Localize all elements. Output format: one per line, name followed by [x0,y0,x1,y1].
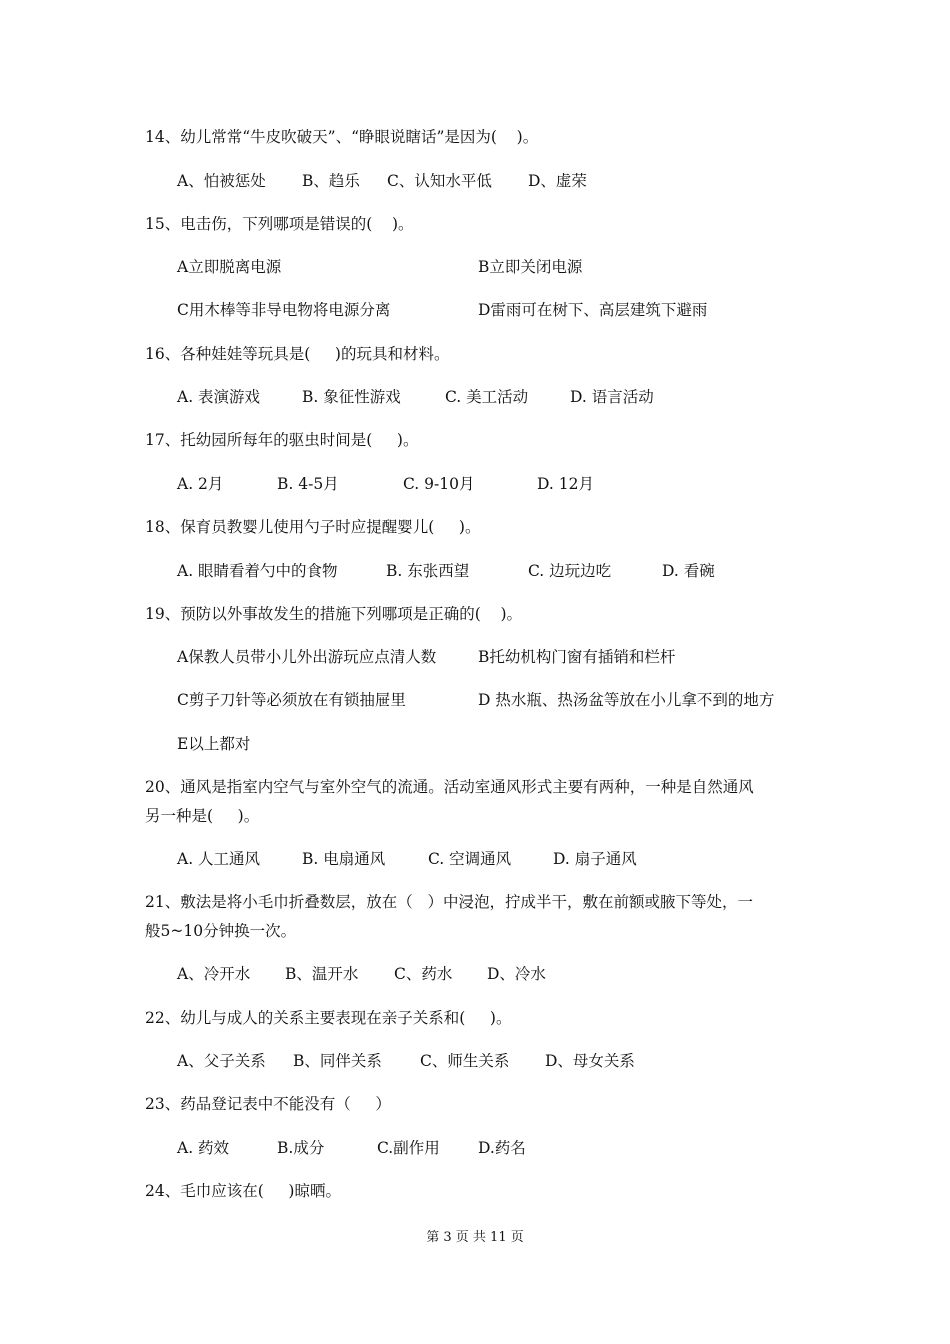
question-19-option-b: B托幼机构门窗有插销和栏杆 [478,648,676,666]
question-21-option-c: C、药水 [394,965,453,983]
page-number-text: 第 3 页 共 11 页 [426,1230,524,1245]
question-22-option-b: B、同伴关系 [293,1052,382,1070]
question-23-option-a: A. 药效 [177,1139,230,1157]
question-15-option-c: C用木棒等非导电物将电源分离 [177,301,391,319]
question-20-option-b: B. 电扇通风 [302,850,386,868]
question-17-option-a: A. 2月 [177,475,224,493]
question-14-option-b: B、趋乐 [302,172,360,190]
question-19-option-d: D 热水瓶、热汤盆等放在小儿拿不到的地方 [478,691,775,709]
question-17-option-d: D. 12月 [537,475,594,493]
question-18-option-a: A. 眼睛看着勺中的食物 [177,562,338,580]
question-20-option-a: A. 人工通风 [177,850,261,868]
question-16-option-d: D. 语言活动 [570,388,654,406]
question-15-option-b: B立即关闭电源 [478,258,583,276]
question-18-option-d: D. 看碗 [662,562,715,580]
question-16-stem: 16、各种娃娃等玩具是( )的玩具和材料。 [145,345,450,363]
question-18-stem: 18、保育员教婴儿使用勺子时应提醒婴儿( )。 [145,518,481,536]
question-23-option-d: D.药名 [478,1139,526,1157]
question-20-option-d: D. 扇子通风 [553,850,637,868]
question-19-stem: 19、预防以外事故发生的措施下列哪项是正确的( )。 [145,605,523,623]
question-21-stem-line-1: 21、敷法是将小毛巾折叠数层，放在（ ）中浸泡，拧成半干，敷在前额或腋下等处，一 [145,893,754,911]
question-20-stem-line-2: 另一种是( )。 [145,807,260,825]
question-19-option-a: A保教人员带小儿外出游玩应点清人数 [177,648,437,666]
question-21-stem-line-2: 般5~10分钟换一次。 [145,922,297,940]
question-18-option-b: B. 东张西望 [386,562,470,580]
question-17-stem: 17、托幼园所每年的驱虫时间是( )。 [145,431,419,449]
question-14-option-c: C、认知水平低 [387,172,492,190]
question-19-option-e: E以上都对 [177,735,251,753]
question-22-option-a: A、父子关系 [177,1052,266,1070]
question-22-stem: 22、幼儿与成人的关系主要表现在亲子关系和( )。 [145,1009,512,1027]
question-14-option-a: A、怕被惩处 [177,172,266,190]
question-14-option-d: D、虚荣 [528,172,587,190]
question-22-option-c: C、师生关系 [420,1052,510,1070]
question-15-option-a: A立即脱离电源 [177,258,282,276]
question-21-option-b: B、温开水 [285,965,359,983]
page-footer [0,1229,950,1247]
question-15-option-d: D雷雨可在树下、高层建筑下避雨 [478,301,708,319]
question-24-stem: 24、毛巾应该在( )晾晒。 [145,1182,341,1200]
question-23-option-b: B.成分 [277,1139,325,1157]
question-17-option-b: B. 4-5月 [277,475,339,493]
question-21-option-d: D、冷水 [487,965,546,983]
question-18-option-c: C. 边玩边吃 [528,562,612,580]
question-20-stem-line-1: 20、通风是指室内空气与室外空气的流通。活动室通风形式主要有两种，一种是自然通风 [145,778,754,796]
question-19-option-c: C剪子刀针等必须放在有锁抽屉里 [177,691,406,709]
question-20-option-c: C. 空调通风 [428,850,512,868]
question-15-stem: 15、电击伤，下列哪项是错误的( )。 [145,215,414,233]
question-14-stem: 14、幼儿常常“牛皮吹破天”、“睁眼说瞎话”是因为( )。 [145,128,539,146]
question-17-option-c: C. 9-10月 [403,475,475,493]
question-23-stem: 23、药品登记表中不能没有（ ） [145,1095,391,1113]
question-21-option-a: A、冷开水 [177,965,251,983]
question-16-option-c: C. 美工活动 [445,388,529,406]
question-22-option-d: D、母女关系 [545,1052,635,1070]
question-16-option-a: A. 表演游戏 [177,388,261,406]
question-23-option-c: C.副作用 [377,1139,440,1157]
question-16-option-b: B. 象征性游戏 [302,388,401,406]
